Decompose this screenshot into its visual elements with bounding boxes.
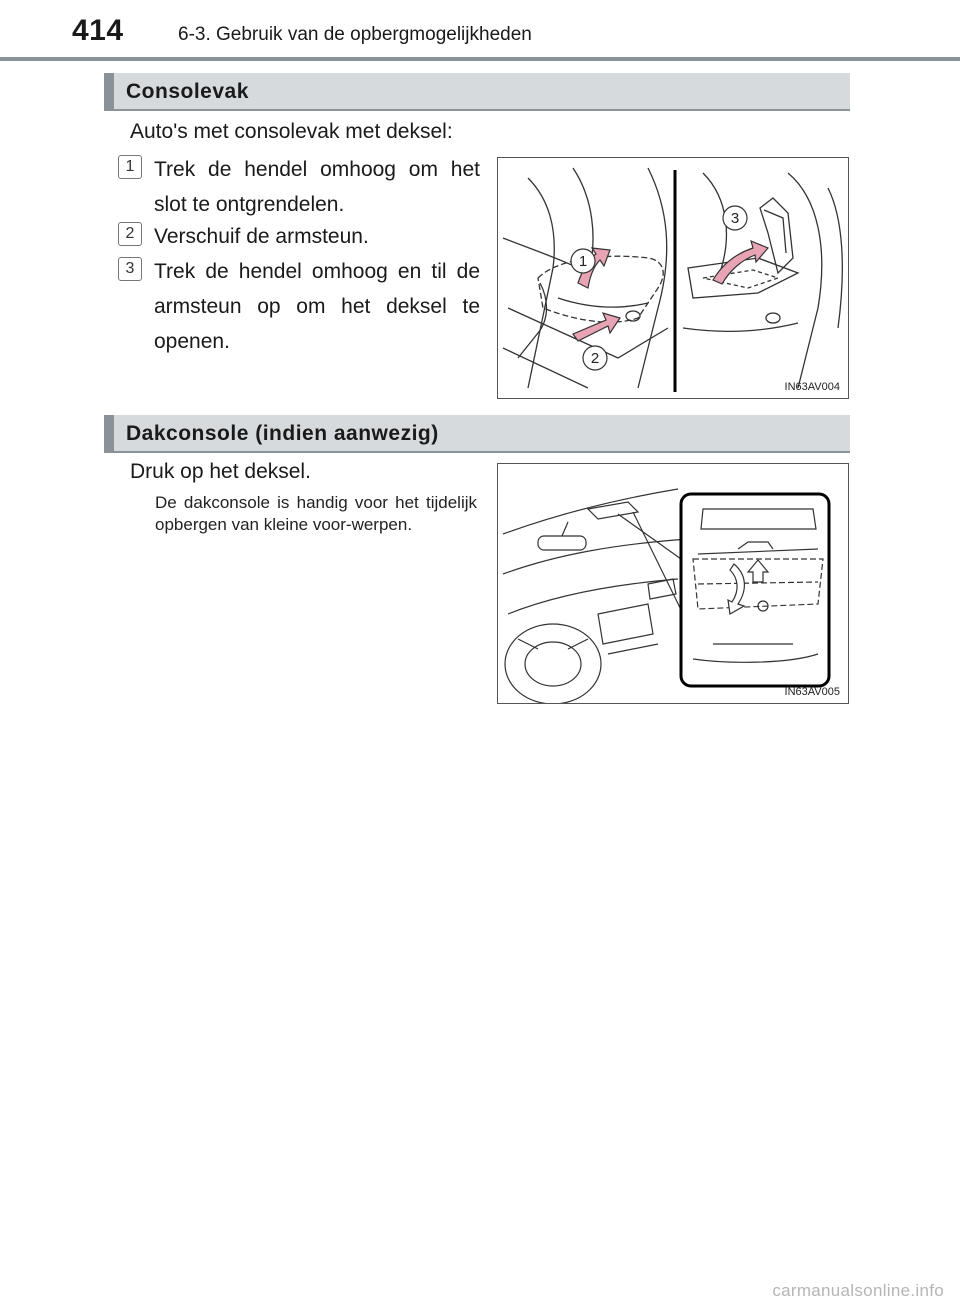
section-title: Consolevak xyxy=(126,80,249,103)
section-intro: Auto's met consolevak met deksel: xyxy=(130,120,453,143)
section-accent xyxy=(104,73,114,109)
section-accent xyxy=(104,415,114,451)
section-heading-dakconsole xyxy=(104,415,850,453)
step-text: Verschuif de armsteun. xyxy=(154,225,369,248)
step-3 xyxy=(118,254,480,359)
figure-console-armrest xyxy=(497,157,849,399)
figure-roof-console xyxy=(497,463,849,704)
header-rule xyxy=(0,57,960,61)
running-header: 6-3. Gebruik van de opbergmogelijkheden xyxy=(178,24,532,45)
roof-console-illustration xyxy=(498,464,849,704)
step-2 xyxy=(118,219,480,254)
step-number-badge: 3 xyxy=(118,257,142,281)
section-title: Dakconsole (indien aanwezig) xyxy=(126,422,439,445)
step-text: Trek de hendel omhoog om het slot te ontgrendelen. xyxy=(154,158,480,216)
callout-1: 1 xyxy=(578,253,588,270)
step-text: Trek de hendel omhoog en til de armsteun op om het deksel te openen. xyxy=(154,260,480,353)
figure-code: IN63AV005 xyxy=(784,686,840,698)
step-number-badge: 2 xyxy=(118,222,142,246)
callout-3: 3 xyxy=(730,210,740,227)
section-note: De dakconsole is handig voor het tijdelijk opbergen van kleine voor-werpen. xyxy=(155,493,477,534)
page-number: 414 xyxy=(72,14,124,47)
step-1 xyxy=(118,152,480,222)
console-illustration xyxy=(498,158,849,399)
watermark: carmanualsonline.info xyxy=(772,1281,944,1300)
step-number-badge: 1 xyxy=(118,155,142,179)
figure-code: IN63AV004 xyxy=(784,381,840,393)
callout-2: 2 xyxy=(590,350,600,367)
section-intro: Druk op het deksel. xyxy=(130,460,311,483)
section-heading-consolevak xyxy=(104,73,850,111)
